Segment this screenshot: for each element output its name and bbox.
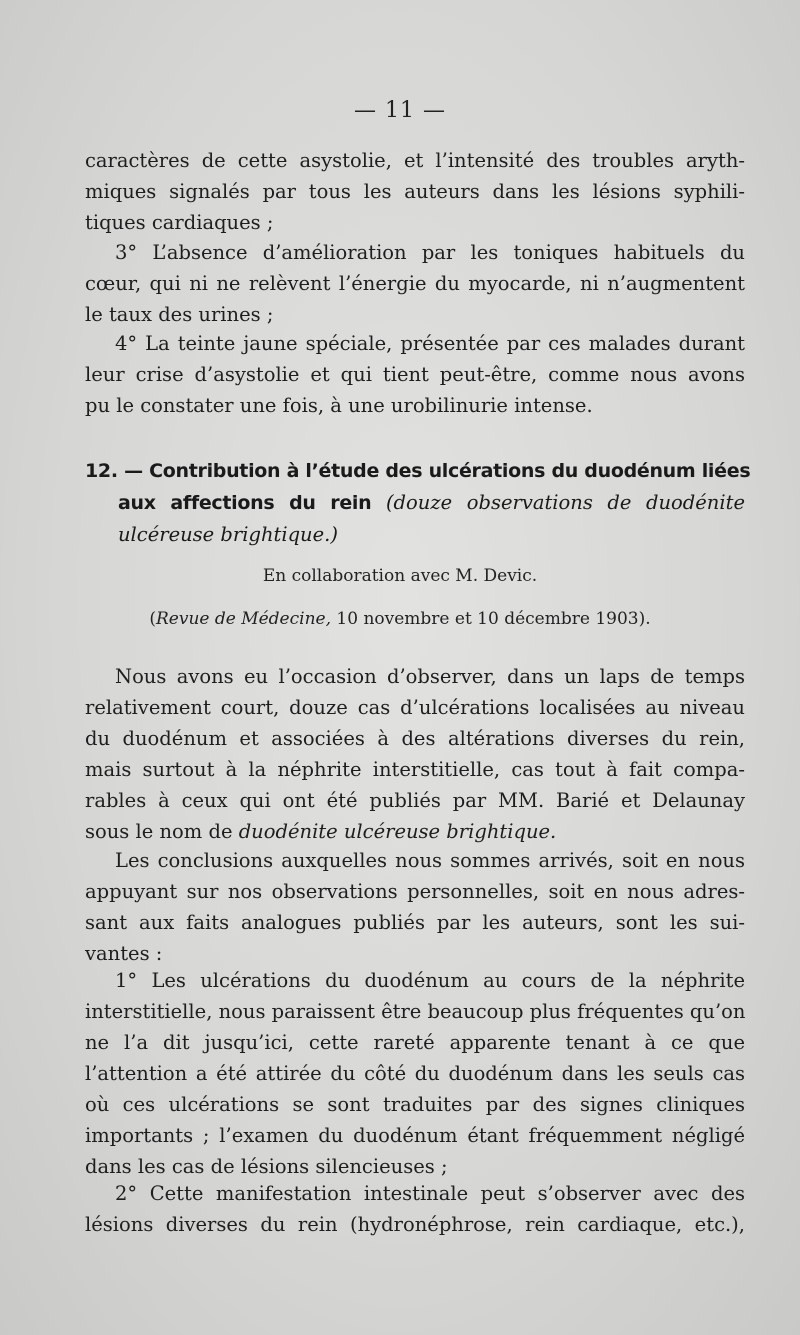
text-line: lésions diverses du rein (hydronéphrose, rein cardiaque, etc.), [85, 1213, 745, 1236]
heading-line-1: 12. — Contribution à l’étude des ulcérations du duodénum liées [85, 460, 751, 482]
text-line: leur crise d’asystolie et qui tient peut-être, comme nous avons [85, 363, 745, 386]
text-line: interstitielle, nous paraissent être beaucoup plus fréquentes qu’on [85, 1000, 746, 1023]
text-line [85, 816, 745, 847]
conclusion-1 [85, 965, 745, 1182]
text-line: appuyant sur nos observations personnelles, soit en nous adres- [85, 880, 745, 903]
section-heading [85, 455, 751, 551]
text-line: Les conclusions auxquelles nous sommes arrivés, soit en nous [115, 849, 745, 872]
paragraph-1 [85, 661, 745, 847]
text-line: vantes : [85, 942, 163, 965]
text-line: rables à ceux qui ont été publiés par MM. Barié et Delaunay [85, 789, 745, 812]
heading-italic-text: (douze observations de duodénite [385, 491, 745, 514]
text-line: Nous avons eu l’occasion d’observer, dans un laps de temps [115, 665, 745, 688]
text-line: ne l’a dit jusqu’ici, cette rareté apparente tenant à ce que [85, 1031, 745, 1054]
paragraph-1-last-italic: duodénite ulcéreuse brightique. [238, 820, 557, 843]
citation: (Revue de Médecine, 10 novembre et 10 décembre 1903). [149, 609, 651, 629]
text-line: 3° L’absence d’amélioration par les toniques habituels du [115, 241, 745, 264]
heading-line-2 [85, 487, 745, 519]
text-line: le taux des urines ; [85, 303, 274, 326]
heading-line-3: ulcéreuse brightique.) [118, 523, 338, 546]
text-line: importants ; l’examen du duodénum étant fréquemment négligé [85, 1124, 745, 1147]
text-line: l’attention a été attirée du côté du duodénum dans les seuls cas [85, 1062, 745, 1085]
text-line: 4° La teinte jaune spéciale, présentée par ces malades durant [115, 332, 745, 355]
item-3-paragraph [85, 237, 745, 330]
citation-date: 10 novembre et 10 décembre 1903). [336, 609, 651, 629]
text-line: miques signalés par tous les auteurs dans les lésions syphili- [85, 180, 745, 203]
intro-paragraph [85, 145, 745, 238]
collaboration-note: En collaboration avec M. Devic. [262, 566, 538, 586]
text-line: cœur, qui ni ne relèvent l’énergie du myocarde, ni n’augmentent [85, 272, 745, 295]
item-4-paragraph [85, 328, 745, 421]
text-line: où ces ulcérations se sont traduites par des signes cliniques [85, 1093, 745, 1116]
text-line: relativement court, douze cas d’ulcérations localisées au niveau [85, 696, 745, 719]
heading-bold-text: aux affections du rein [118, 492, 372, 514]
text-line: dans les cas de lésions silencieuses ; [85, 1155, 448, 1178]
citation-journal: Revue de Médecine, [155, 609, 331, 629]
text-line: sant aux faits analogues publiés par les auteurs, sont les sui- [85, 911, 745, 934]
page-number: — 11 — [354, 98, 446, 123]
text-line: tiques cardiaques ; [85, 211, 274, 234]
text-line: pu le constater une fois, à une urobilinurie intense. [85, 394, 593, 417]
text-line: 1° Les ulcérations du duodénum au cours de la néphrite [115, 969, 745, 992]
text-line: caractères de cette asystolie, et l’intensité des troubles aryth- [85, 149, 745, 172]
conclusion-2 [85, 1178, 745, 1240]
text-line: mais surtout à la néphrite interstitielle, cas tout à fait compa- [85, 758, 745, 781]
text-line: du duodénum et associées à des altérations diverses du rein, [85, 727, 745, 750]
paragraph-1-last-prefix: sous le nom de [85, 820, 233, 843]
text-line: 2° Cette manifestation intestinale peut s’observer avec des [115, 1182, 745, 1205]
paragraph-2 [85, 845, 745, 969]
